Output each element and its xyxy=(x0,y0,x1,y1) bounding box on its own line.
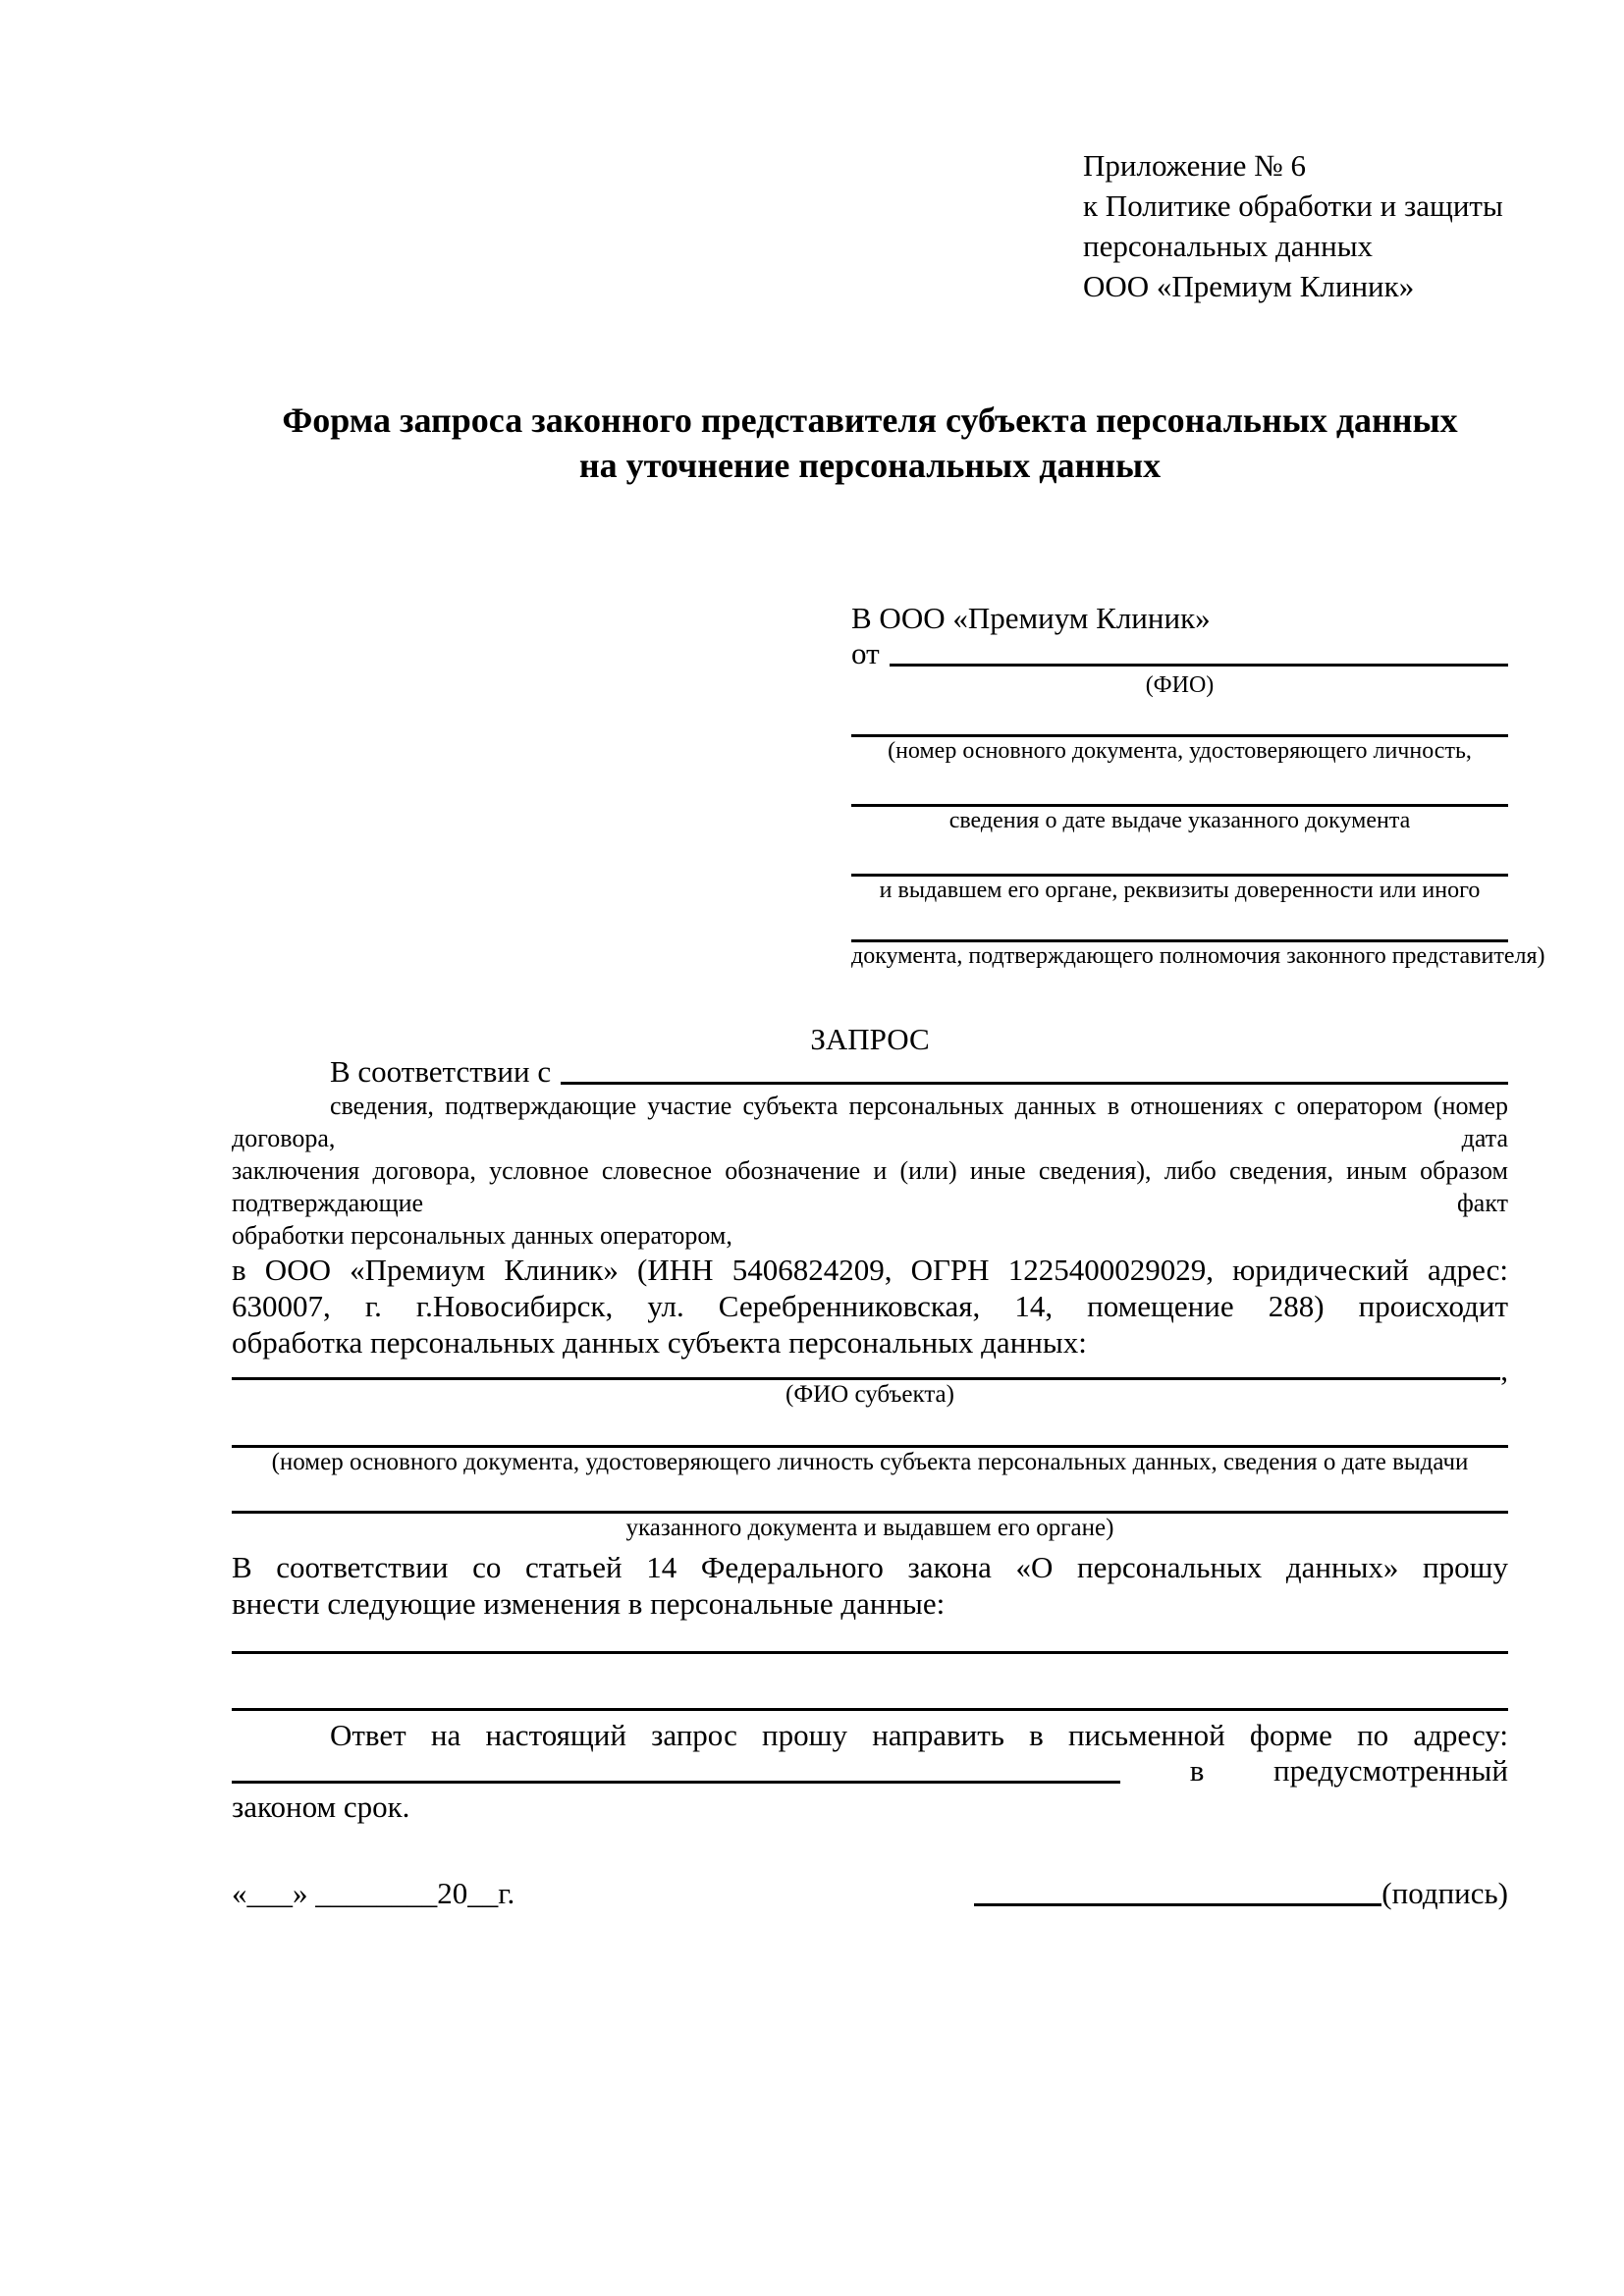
annex-line: персональных данных xyxy=(1083,229,1374,263)
address-fill-in-line xyxy=(232,1781,1120,1784)
annex-note xyxy=(1083,145,1508,306)
fill-in-line xyxy=(851,834,1508,877)
from-field xyxy=(851,635,1508,671)
fill-in-line xyxy=(851,904,1508,942)
answer-line: Ответ на настоящий запрос прошу направить в письменной форме по адресу: xyxy=(330,1718,1508,1752)
operator-line: в ООО «Премиум Клиник» (ИНН 5406824209, ОГРН 1225400029029, юридический адрес: xyxy=(232,1253,1508,1287)
accordance-fill-in-line xyxy=(561,1082,1508,1085)
signature-caption: (подпись) xyxy=(1381,1875,1508,1910)
answer-address-field xyxy=(232,1753,1508,1789)
request-heading: ЗАПРОС xyxy=(810,1022,930,1056)
field-caption-fio: (ФИО) xyxy=(1145,672,1215,698)
footnote-line: обработки персональных данных оператором, xyxy=(232,1221,732,1250)
changes-fill-in-line xyxy=(232,1622,1508,1654)
law-line: внести следующие изменения в персональные данные: xyxy=(232,1586,946,1621)
operator-line: обработка персональных данных субъекта персональных данных: xyxy=(232,1325,1087,1360)
subject-fio-field xyxy=(232,1353,1508,1387)
fill-in-line xyxy=(851,765,1508,807)
law-paragraph xyxy=(232,1549,1508,1622)
fill-in-line xyxy=(232,1477,1508,1514)
field-caption-authority: и выдавшем его органе, реквизиты доверенности или иного xyxy=(879,878,1481,903)
title-line: на уточнение персональных данных xyxy=(578,446,1162,485)
from-label: от xyxy=(851,635,880,670)
footnote xyxy=(232,1090,1508,1252)
annex-line: к Политике обработки и защиты xyxy=(1083,188,1503,223)
subject-caption-fio: (ФИО субъекта) xyxy=(785,1381,954,1408)
footnote-line: заключения договора, условное словесное обозначение и (или) иные сведения), либо сведения, иным образом подтверждающие факт xyxy=(232,1156,1508,1217)
operator-line: 630007, г. г.Новосибирск, ул. Серебренниковская, 14, помещение 288) происходит xyxy=(232,1289,1508,1323)
footnote-line: сведения, подтверждающие участие субъекта персональных данных в отношениях с оператором (номер договора, дата xyxy=(232,1092,1508,1152)
title-line: Форма запроса законного представителя субъекта персональных данных xyxy=(282,400,1458,440)
operator-paragraph xyxy=(232,1252,1508,1361)
fill-in-line xyxy=(851,699,1508,737)
accordance-field xyxy=(232,1053,1508,1090)
fill-in-line xyxy=(232,1410,1508,1448)
field-caption-document: (номер основного документа, удостоверяющего личность, xyxy=(888,738,1472,764)
document-title xyxy=(232,398,1508,488)
signature-fill-in-line xyxy=(974,1903,1381,1906)
annex-line: Приложение № 6 xyxy=(1083,148,1306,183)
accordance-label: В соответствии с xyxy=(330,1053,552,1089)
annex-line: ООО «Премиум Клиник» xyxy=(1083,269,1415,303)
field-caption-issue-date: сведения о дате выдаче указанного документа xyxy=(948,808,1411,833)
signature-block xyxy=(232,1876,1508,1911)
changes-fill-in-line xyxy=(232,1654,1508,1711)
answer-line: законом срок. xyxy=(232,1789,410,1824)
addressee-block xyxy=(851,600,1545,970)
date-field: «___» ________20__г. xyxy=(232,1875,515,1910)
subject-caption-document: (номер основного документа, удостоверяющего личность субъекта персональных данных, сведения о дате выдачи xyxy=(271,1449,1469,1475)
trailing-comma: , xyxy=(1500,1353,1508,1387)
addressee-organization: В ООО «Премиум Клиник» xyxy=(851,601,1211,635)
law-line: В соответствии со статьей 14 Федерального закона «О персональных данных» прошу xyxy=(232,1550,1508,1584)
signature-field xyxy=(974,1875,1508,1911)
fill-in-line xyxy=(232,1362,1500,1380)
from-fill-in-line xyxy=(890,664,1508,667)
field-caption-powers: документа, подтверждающего полномочия законного представителя) xyxy=(851,943,1545,969)
answer-word: в xyxy=(1189,1752,1205,1788)
subject-caption-issuer: указанного документа и выдавшем его органе) xyxy=(625,1515,1114,1541)
answer-paragraph xyxy=(232,1717,1508,1825)
answer-word: предусмотренный xyxy=(1273,1752,1508,1788)
